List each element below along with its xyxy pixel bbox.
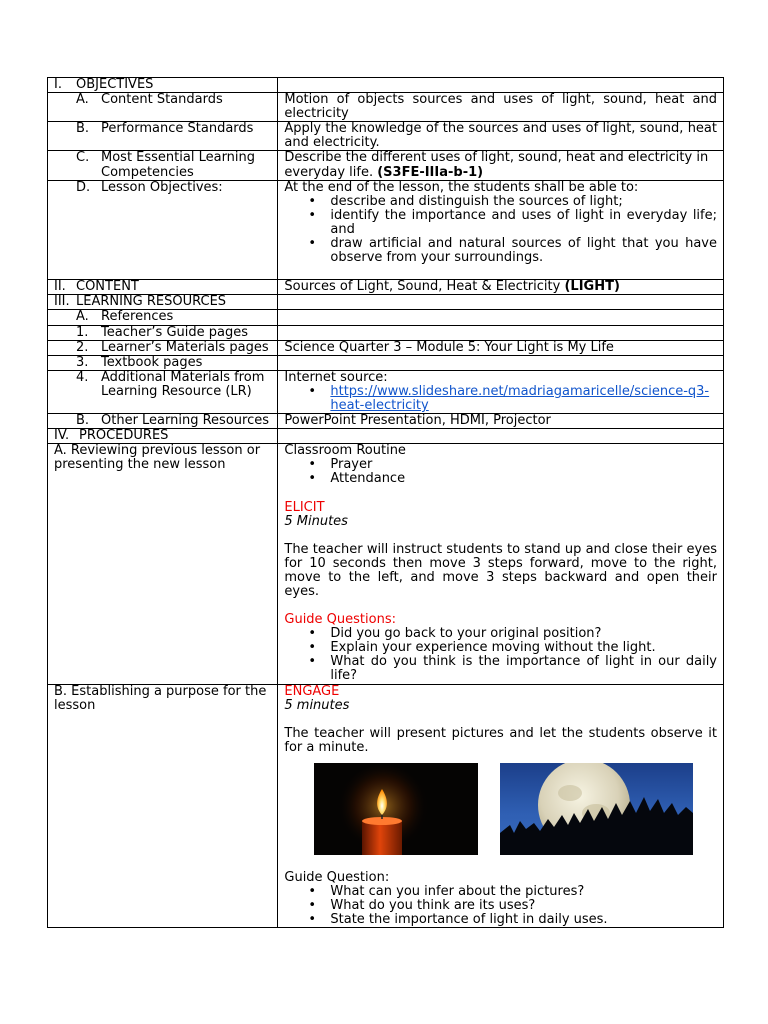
list-item — [330, 385, 717, 413]
row-procedures — [48, 429, 724, 444]
section-number: I. — [54, 77, 62, 92]
teachers-guide-label: Teacher’s Guide pages — [101, 324, 249, 340]
item-number: 4. — [76, 369, 89, 385]
guide-question-list — [284, 885, 717, 927]
content-standards-label: Content Standards — [101, 92, 223, 108]
additional-materials-label: Additional Materials from Learning Resource (LR) — [101, 369, 265, 399]
section-title-objectives: OBJECTIVES — [76, 77, 154, 92]
row-objectives — [48, 78, 724, 93]
references-label: References — [101, 309, 174, 325]
routine-title: Classroom Routine — [284, 443, 406, 459]
row-procedure-b — [48, 684, 724, 928]
row-procedure-a — [48, 444, 724, 684]
item-letter: C. — [76, 150, 90, 166]
section-number: III. — [54, 294, 70, 310]
lesson-plan-table — [47, 77, 724, 928]
guide-questions-title: Guide Questions: — [284, 612, 396, 628]
duration-elicit: 5 Minutes — [284, 513, 348, 529]
section-title-learning-resources: LEARNING RESOURCES — [76, 294, 227, 310]
duration-engage: 5 minutes — [284, 697, 350, 713]
performance-standards-label: Performance Standards — [101, 121, 254, 137]
melc-value: Describe the different uses of light, sound, heat and electricity in everyday life. — [284, 150, 709, 180]
procedure-a-label: A. Reviewing previous lesson or presenting the new lesson — [48, 444, 278, 684]
other-resources-value: PowerPoint Presentation, HDMI, Projector — [278, 414, 724, 429]
pictures-row — [284, 763, 717, 857]
list-item: • Prayer — [330, 458, 717, 472]
row-performance-standards — [48, 122, 724, 151]
internet-source-label: Internet source: — [284, 369, 388, 385]
row-teachers-guide — [48, 325, 724, 340]
lesson-objectives-list — [284, 195, 717, 265]
learners-materials-value: Science Quarter 3 – Module 5: Your Light is My Life — [278, 340, 724, 355]
row-additional-materials — [48, 370, 724, 413]
section-number: IV. — [54, 428, 70, 444]
item-letter: D. — [76, 179, 91, 195]
row-references — [48, 310, 724, 325]
list-item: • describe and distinguish the sources of light; — [330, 195, 717, 209]
list-item: • Did you go back to your original position? — [330, 627, 717, 641]
lesson-objectives-intro: At the end of the lesson, the students shall be able to: — [284, 179, 639, 195]
content-value: Sources of Light, Sound, Heat & Electricity — [284, 279, 561, 295]
item-number: 1. — [76, 324, 89, 340]
full-moon-image — [500, 763, 693, 855]
content-standards-value: Motion of objects sources and uses of light, sound, heat and electricity — [278, 93, 724, 122]
row-lesson-objectives — [48, 180, 724, 280]
item-letter: B. — [76, 413, 90, 429]
guide-questions-list — [284, 627, 717, 683]
candle-image — [314, 763, 478, 855]
internet-source-list — [284, 385, 717, 413]
performance-standards-value: Apply the knowledge of the sources and uses of light, sound, heat and electricity. — [278, 122, 724, 151]
melc-code: (S3FE-IIIa-b-1) — [377, 164, 484, 180]
item-letter: A. — [76, 92, 89, 108]
textbook-label: Textbook pages — [101, 354, 203, 370]
item-number: 3. — [76, 354, 89, 370]
phase-engage: ENGAGE — [284, 683, 340, 699]
lesson-objectives-label: Lesson Objectives: — [101, 179, 223, 195]
slideshare-link[interactable]: https://www.slideshare.net/madriagamaricelle/science-q3-heat-electricity — [330, 383, 710, 413]
routine-list — [284, 458, 717, 486]
list-item: • What do you think are its uses? — [330, 899, 717, 913]
row-learning-resources — [48, 295, 724, 310]
list-item: • Explain your experience moving without the light. — [330, 641, 717, 655]
learners-materials-label: Learner’s Materials pages — [101, 339, 269, 355]
item-letter: B. — [76, 121, 90, 137]
row-melc — [48, 151, 724, 180]
section-title-content: CONTENT — [76, 279, 139, 295]
list-item: • What can you infer about the pictures? — [330, 885, 717, 899]
content-value-bold: (LIGHT) — [564, 279, 620, 295]
row-other-resources — [48, 414, 724, 429]
melc-label: Most Essential Learning Competencies — [101, 150, 256, 180]
list-item: • Attendance — [330, 472, 717, 486]
item-number: 2. — [76, 339, 89, 355]
list-item: • draw artificial and natural sources of light that you have observe from your surroundings. — [330, 237, 717, 265]
phase-elicit: ELICIT — [284, 499, 325, 515]
item-letter: A. — [76, 309, 89, 325]
guide-question-title: Guide Question: — [284, 869, 390, 885]
other-resources-label: Other Learning Resources — [101, 413, 270, 429]
elicit-instruction: The teacher will instruct students to stand up and close their eyes for 10 seconds then move 3 steps forward, move to the right, move to the left, and move 3 steps backward and open their eyes. — [284, 541, 717, 599]
section-number: II. — [54, 279, 66, 295]
procedure-b-label: B. Establishing a purpose for the lesson — [48, 684, 278, 928]
row-learners-materials — [48, 340, 724, 355]
list-item: • identify the importance and uses of light in everyday life; and — [330, 209, 717, 237]
row-textbook — [48, 355, 724, 370]
section-title-procedures: PROCEDURES — [79, 428, 169, 444]
row-content-standards — [48, 93, 724, 122]
row-content — [48, 280, 724, 295]
engage-instruction: The teacher will present pictures and let the students observe it for a minute. — [284, 725, 717, 755]
list-item: • What do you think is the importance of light in our daily life? — [330, 655, 717, 683]
list-item: • State the importance of light in daily uses. — [330, 913, 717, 927]
